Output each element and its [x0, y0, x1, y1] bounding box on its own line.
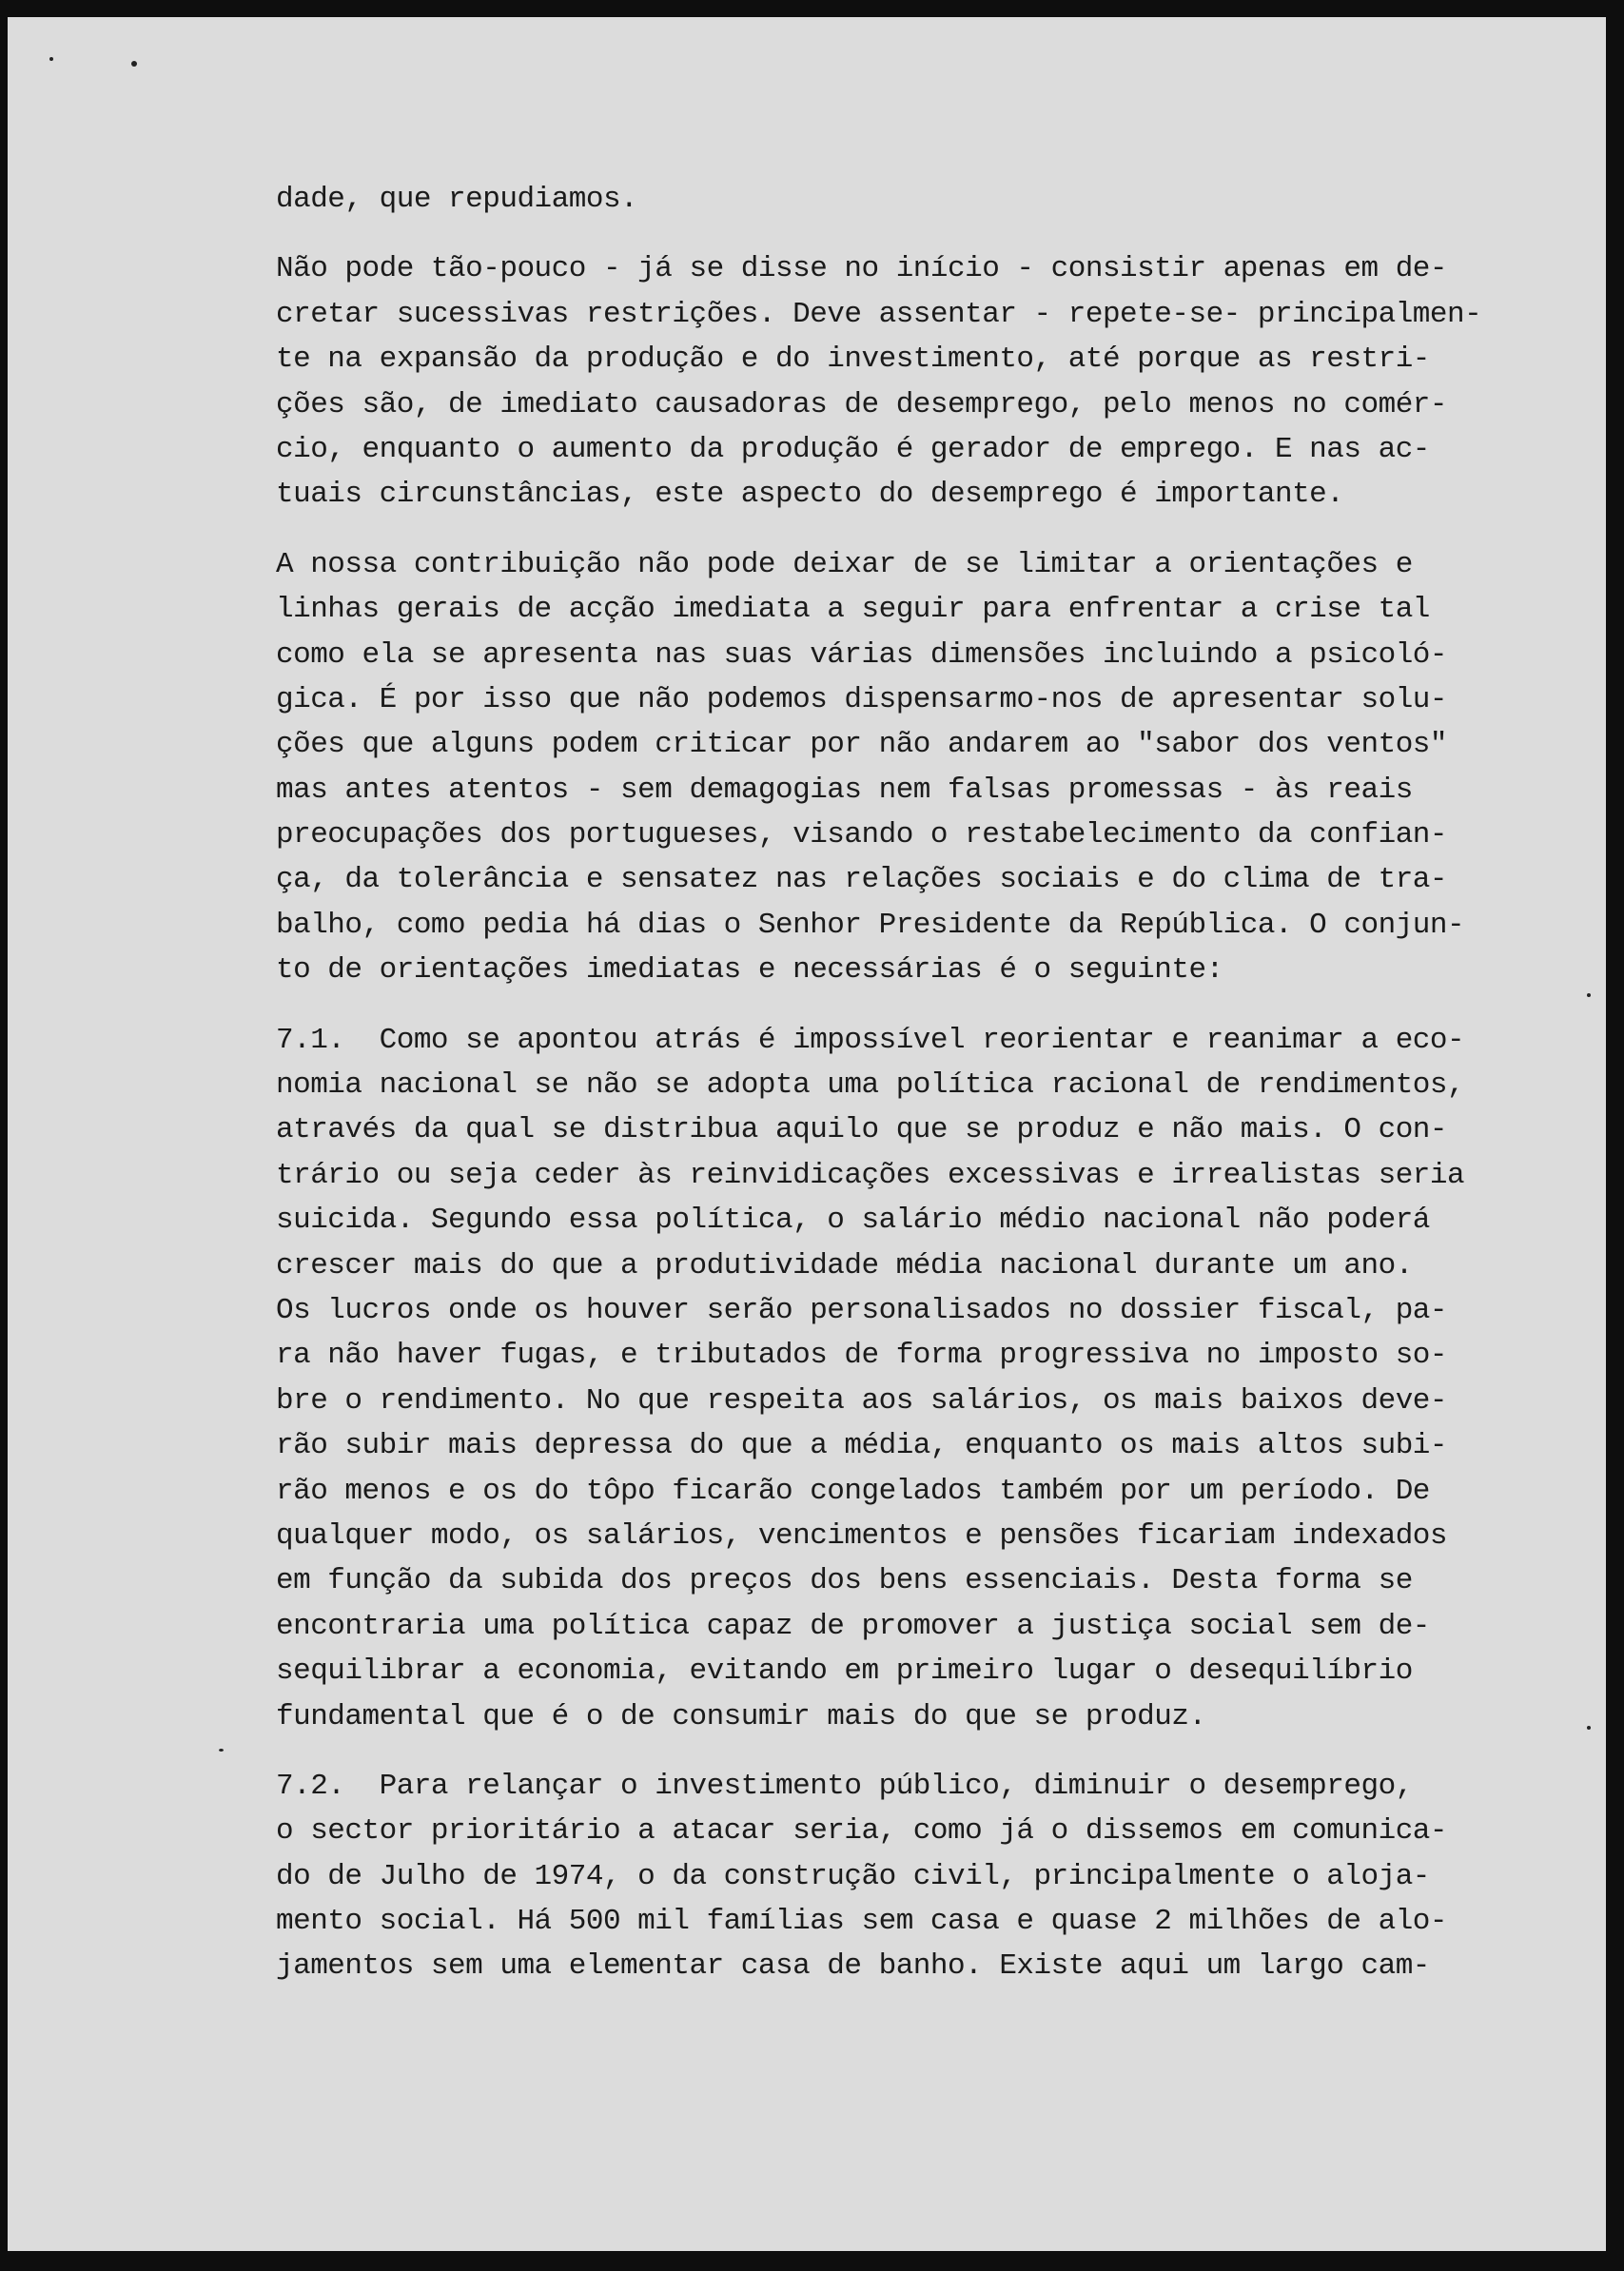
text-line: preocupações dos portugueses, visando o restabelecimento da confian-	[276, 818, 1448, 852]
text-line: dade, que repudiamos.	[276, 183, 638, 216]
text-line: suicida. Segundo essa política, o salário médio nacional não poderá	[276, 1204, 1430, 1238]
text-line: te na expansão da produção e do investimento, até porque as restri-	[276, 343, 1430, 377]
text-line: como ela se apresenta nas suas várias dimensões incluindo a psicoló-	[276, 637, 1448, 672]
document-page	[8, 17, 1606, 2251]
text-line: A nossa contribuição não pode deixar de se limitar a orientações e	[276, 547, 1413, 581]
paragraph	[276, 246, 1482, 517]
text-line: gica. É por isso que não podemos dispensarmo-nos de apresentar solu-	[276, 682, 1448, 716]
text-line: mas antes atentos - sem demagogias nem falsas promessas - às reais	[276, 773, 1413, 807]
text-line: tuais circunstâncias, este aspecto do desemprego é importante.	[276, 478, 1344, 512]
paragraph	[276, 177, 1399, 222]
text-line: ra não haver fugas, e tributados de forma progressiva no imposto so-	[276, 1339, 1448, 1373]
paragraph	[276, 542, 1465, 993]
text-line: mento social. Há 500 mil famílias sem casa e quase 2 milhões de alo-	[276, 1905, 1448, 1939]
text-line: linhas gerais de acção imediata a seguir para enfrentar a crise tal	[276, 593, 1430, 627]
text-line: qualquer modo, os salários, vencimentos e pensões ficariam indexados	[276, 1518, 1448, 1553]
text-line: em função da subida dos preços dos bens essenciais. Desta forma se	[276, 1564, 1413, 1598]
text-line: rão menos e os do tôpo ficarão congelados também por um período. De	[276, 1474, 1430, 1508]
text-line: crescer mais do que a produtividade média nacional durante um ano.	[276, 1248, 1413, 1282]
text-line: 7.1. Como se apontou atrás é impossível reorientar e reanimar a eco-	[276, 1023, 1465, 1057]
text-line: sequilibrar a economia, evitando em primeiro lugar o desequilíbrio	[276, 1654, 1413, 1689]
text-line: ções que alguns podem criticar por não andarem ao "sabor dos ventos"	[276, 728, 1448, 762]
document-body	[276, 177, 1482, 1989]
scan-mark	[219, 1749, 224, 1752]
text-line: rão subir mais depressa do que a média, enquanto os mais altos subi-	[276, 1429, 1448, 1463]
text-line: fundamental que é o de consumir mais do que se produz.	[276, 1699, 1206, 1733]
text-line: to de orientações imediatas e necessárias é o seguinte:	[276, 953, 1223, 988]
text-line: encontraria uma política capaz de promover a justiça social sem de-	[276, 1609, 1430, 1643]
text-line: balho, como pedia há dias o Senhor Presidente da República. O conjun-	[276, 908, 1465, 942]
text-line: trário ou seja ceder às reinvidicações excessivas e irrealistas seria	[276, 1158, 1465, 1192]
text-line: Os lucros onde os houver serão personalisados no dossier fiscal, pa-	[276, 1293, 1448, 1327]
text-line: através da qual se distribua aquilo que se produz e não mais. O con-	[276, 1113, 1448, 1147]
section-7-2	[276, 1764, 1448, 1989]
scan-mark	[131, 61, 137, 67]
section-7-1	[276, 1018, 1465, 1739]
text-line: cio, enquanto o aumento da produção é gerador de emprego. E nas ac-	[276, 432, 1430, 466]
scan-mark	[1587, 993, 1591, 997]
text-line: 7.2. Para relançar o investimento público, diminuir o desemprego,	[276, 1769, 1413, 1803]
scan-mark	[49, 57, 53, 61]
text-line: cretar sucessivas restrições. Deve assentar - repete-se- principalmen-	[276, 297, 1482, 331]
text-line: bre o rendimento. No que respeita aos salários, os mais baixos deve-	[276, 1383, 1448, 1418]
text-line: ça, da tolerância e sensatez nas relações sociais e do clima de tra-	[276, 863, 1448, 897]
text-line: o sector prioritário a atacar seria, como já o dissemos em comunica-	[276, 1814, 1448, 1849]
text-line: jamentos sem uma elementar casa de banho. Existe aqui um largo cam-	[276, 1949, 1430, 1984]
text-line: ções são, de imediato causadoras de desemprego, pelo menos no comér-	[276, 387, 1448, 421]
text-line: Não pode tão-pouco - já se disse no início - consistir apenas em de-	[276, 252, 1448, 286]
scan-mark	[1587, 1726, 1591, 1730]
text-line: do de Julho de 1974, o da construção civil, principalmente o aloja-	[276, 1859, 1430, 1893]
text-line: nomia nacional se não se adopta uma política racional de rendimentos,	[276, 1068, 1465, 1103]
